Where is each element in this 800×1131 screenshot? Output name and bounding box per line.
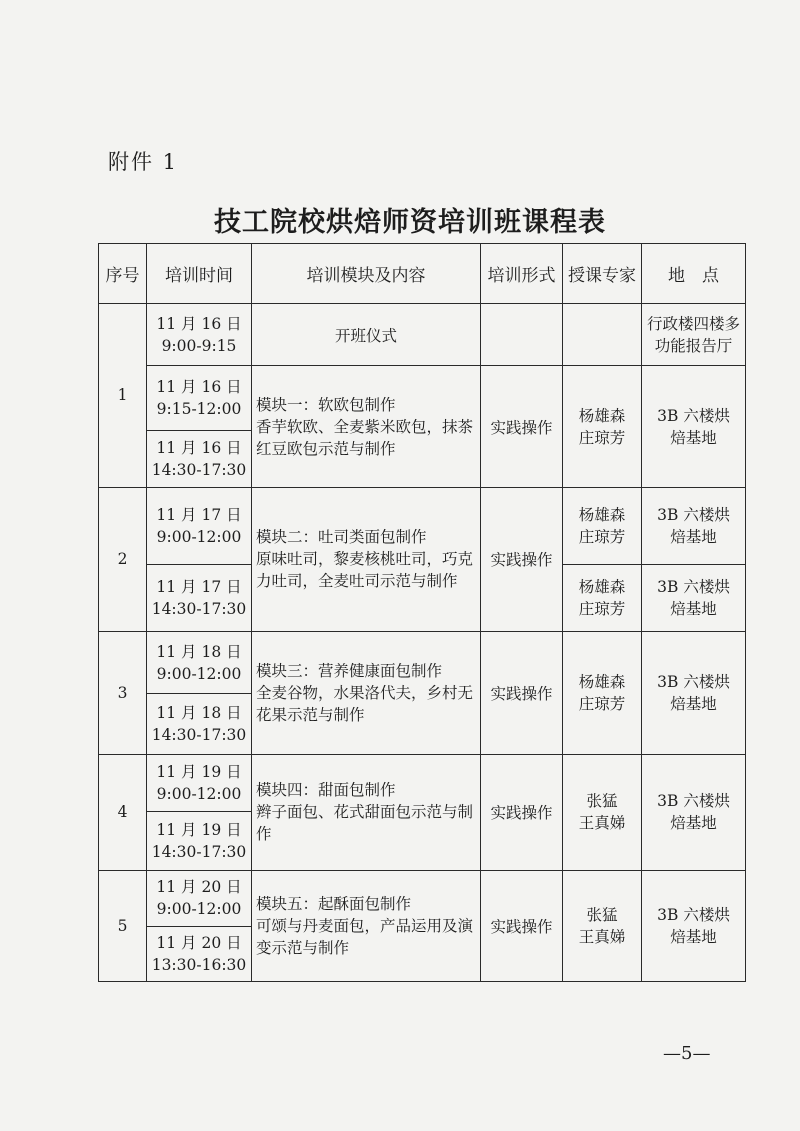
location-cell: 3B 六楼烘焙基地 (642, 870, 746, 981)
expert-name: 杨雄森 (578, 577, 626, 596)
header-no: 序号 (99, 244, 147, 304)
table-row (99, 870, 746, 927)
time-cell (147, 631, 252, 694)
module-title: 模块五：起酥面包制作 (256, 894, 412, 913)
time-range: 14:30-17:30 (151, 599, 247, 618)
table-row (99, 631, 746, 694)
table-row (99, 303, 746, 366)
expert-name: 杨雄森 (578, 406, 626, 425)
content-cell (252, 366, 481, 487)
module-title: 模块一：软欧包制作 (256, 395, 396, 414)
location-cell: 3B 六楼烘焙基地 (642, 487, 746, 564)
row-no: 1 (99, 303, 147, 487)
attachment-label: 附件 1 (108, 150, 179, 174)
schedule-table (98, 243, 746, 982)
time-cell (147, 564, 252, 631)
time-range: 9:15-12:00 (156, 400, 242, 419)
time-cell (147, 927, 252, 982)
expert-name: 庄琼芳 (578, 599, 626, 618)
module-title: 模块四：甜面包制作 (256, 781, 396, 800)
module-detail: 原味吐司，黎麦核桃吐司，巧克力吐司，全麦吐司示范与制作 (256, 550, 474, 591)
time-range: 9:00-12:00 (156, 664, 242, 683)
expert-cell (563, 487, 642, 564)
header-time: 培训时间 (147, 244, 252, 304)
module-title: 模块二：吐司类面包制作 (256, 528, 427, 547)
module-detail: 辫子面包、花式甜面包示范与制作 (256, 803, 474, 844)
table-row (99, 487, 746, 564)
time-range: 9:00-12:00 (156, 785, 242, 804)
content-cell (252, 755, 481, 870)
time-date: 11 月 19 日 (156, 763, 242, 782)
time-cell (147, 487, 252, 564)
time-date: 11 月 17 日 (156, 505, 242, 524)
time-cell (147, 303, 252, 366)
expert-cell (563, 631, 642, 754)
content-cell (252, 870, 481, 981)
expert-name: 庄琼芳 (578, 428, 626, 447)
time-range: 14:30-17:30 (151, 461, 247, 480)
time-cell (147, 811, 252, 870)
location-cell: 3B 六楼烘焙基地 (642, 564, 746, 631)
header-row (99, 244, 746, 304)
header-form: 培训形式 (481, 244, 563, 304)
module-detail: 香芋软欧、全麦紫米欧包，抹茶红豆欧包示范与制作 (256, 417, 474, 458)
row-no: 2 (99, 487, 147, 631)
time-range: 9:00-12:00 (156, 900, 242, 919)
page-title: 技工院校烘焙师资培训班课程表 (214, 207, 606, 238)
time-cell (147, 431, 252, 488)
content-cell: 开班仪式 (252, 303, 481, 366)
form-cell (481, 303, 563, 366)
expert-cell (563, 870, 642, 981)
header-location: 地 点 (642, 244, 746, 304)
time-range: 14:30-17:30 (151, 842, 247, 861)
form-cell: 实践操作 (481, 631, 563, 754)
time-date: 11 月 16 日 (156, 439, 242, 458)
expert-name: 王真娣 (578, 927, 626, 946)
header-content: 培训模块及内容 (252, 244, 481, 304)
location-cell: 3B 六楼烘焙基地 (642, 755, 746, 870)
header-expert: 授课专家 (563, 244, 642, 304)
time-range: 14:30-17:30 (151, 726, 247, 745)
row-no: 3 (99, 631, 147, 754)
time-date: 11 月 17 日 (156, 577, 242, 596)
time-date: 11 月 19 日 (156, 820, 242, 839)
expert-cell (563, 303, 642, 366)
expert-name: 庄琼芳 (578, 694, 626, 713)
module-detail: 全麦谷物，水果洛代夫，乡村无花果示范与制作 (256, 683, 474, 724)
expert-name: 杨雄森 (578, 672, 626, 691)
time-range: 9:00-12:00 (156, 527, 242, 546)
time-range: 9:00-9:15 (161, 336, 237, 355)
content-cell (252, 487, 481, 631)
location-cell: 3B 六楼烘焙基地 (642, 631, 746, 754)
expert-cell (563, 564, 642, 631)
expert-name: 张猛 (586, 905, 618, 924)
time-date: 11 月 18 日 (156, 704, 242, 723)
time-cell (147, 366, 252, 431)
time-date: 11 月 16 日 (156, 314, 242, 333)
expert-cell (563, 366, 642, 487)
time-date: 11 月 20 日 (156, 878, 242, 897)
module-detail: 可颂与丹麦面包，产品运用及演变示范与制作 (256, 916, 474, 957)
expert-name: 庄琼芳 (578, 527, 626, 546)
time-cell (147, 870, 252, 927)
content-cell (252, 631, 481, 754)
time-date: 11 月 16 日 (156, 378, 242, 397)
row-no: 5 (99, 870, 147, 981)
expert-name: 张猛 (586, 792, 618, 811)
table-row (99, 366, 746, 431)
form-cell: 实践操作 (481, 366, 563, 487)
expert-cell (563, 755, 642, 870)
time-date: 11 月 18 日 (156, 642, 242, 661)
row-no: 4 (99, 755, 147, 870)
form-cell: 实践操作 (481, 870, 563, 981)
form-cell: 实践操作 (481, 755, 563, 870)
location-cell: 3B 六楼烘焙基地 (642, 366, 746, 487)
time-date: 11 月 20 日 (156, 934, 242, 953)
time-cell (147, 755, 252, 812)
time-range: 13:30-16:30 (151, 956, 247, 975)
location-cell: 行政楼四楼多功能报告厅 (642, 303, 746, 366)
expert-name: 杨雄森 (578, 505, 626, 524)
module-title: 模块三：营养健康面包制作 (256, 661, 443, 680)
page-number: —5— (663, 1043, 711, 1064)
time-cell (147, 694, 252, 755)
expert-name: 王真娣 (578, 814, 626, 833)
form-cell: 实践操作 (481, 487, 563, 631)
table-row (99, 755, 746, 812)
